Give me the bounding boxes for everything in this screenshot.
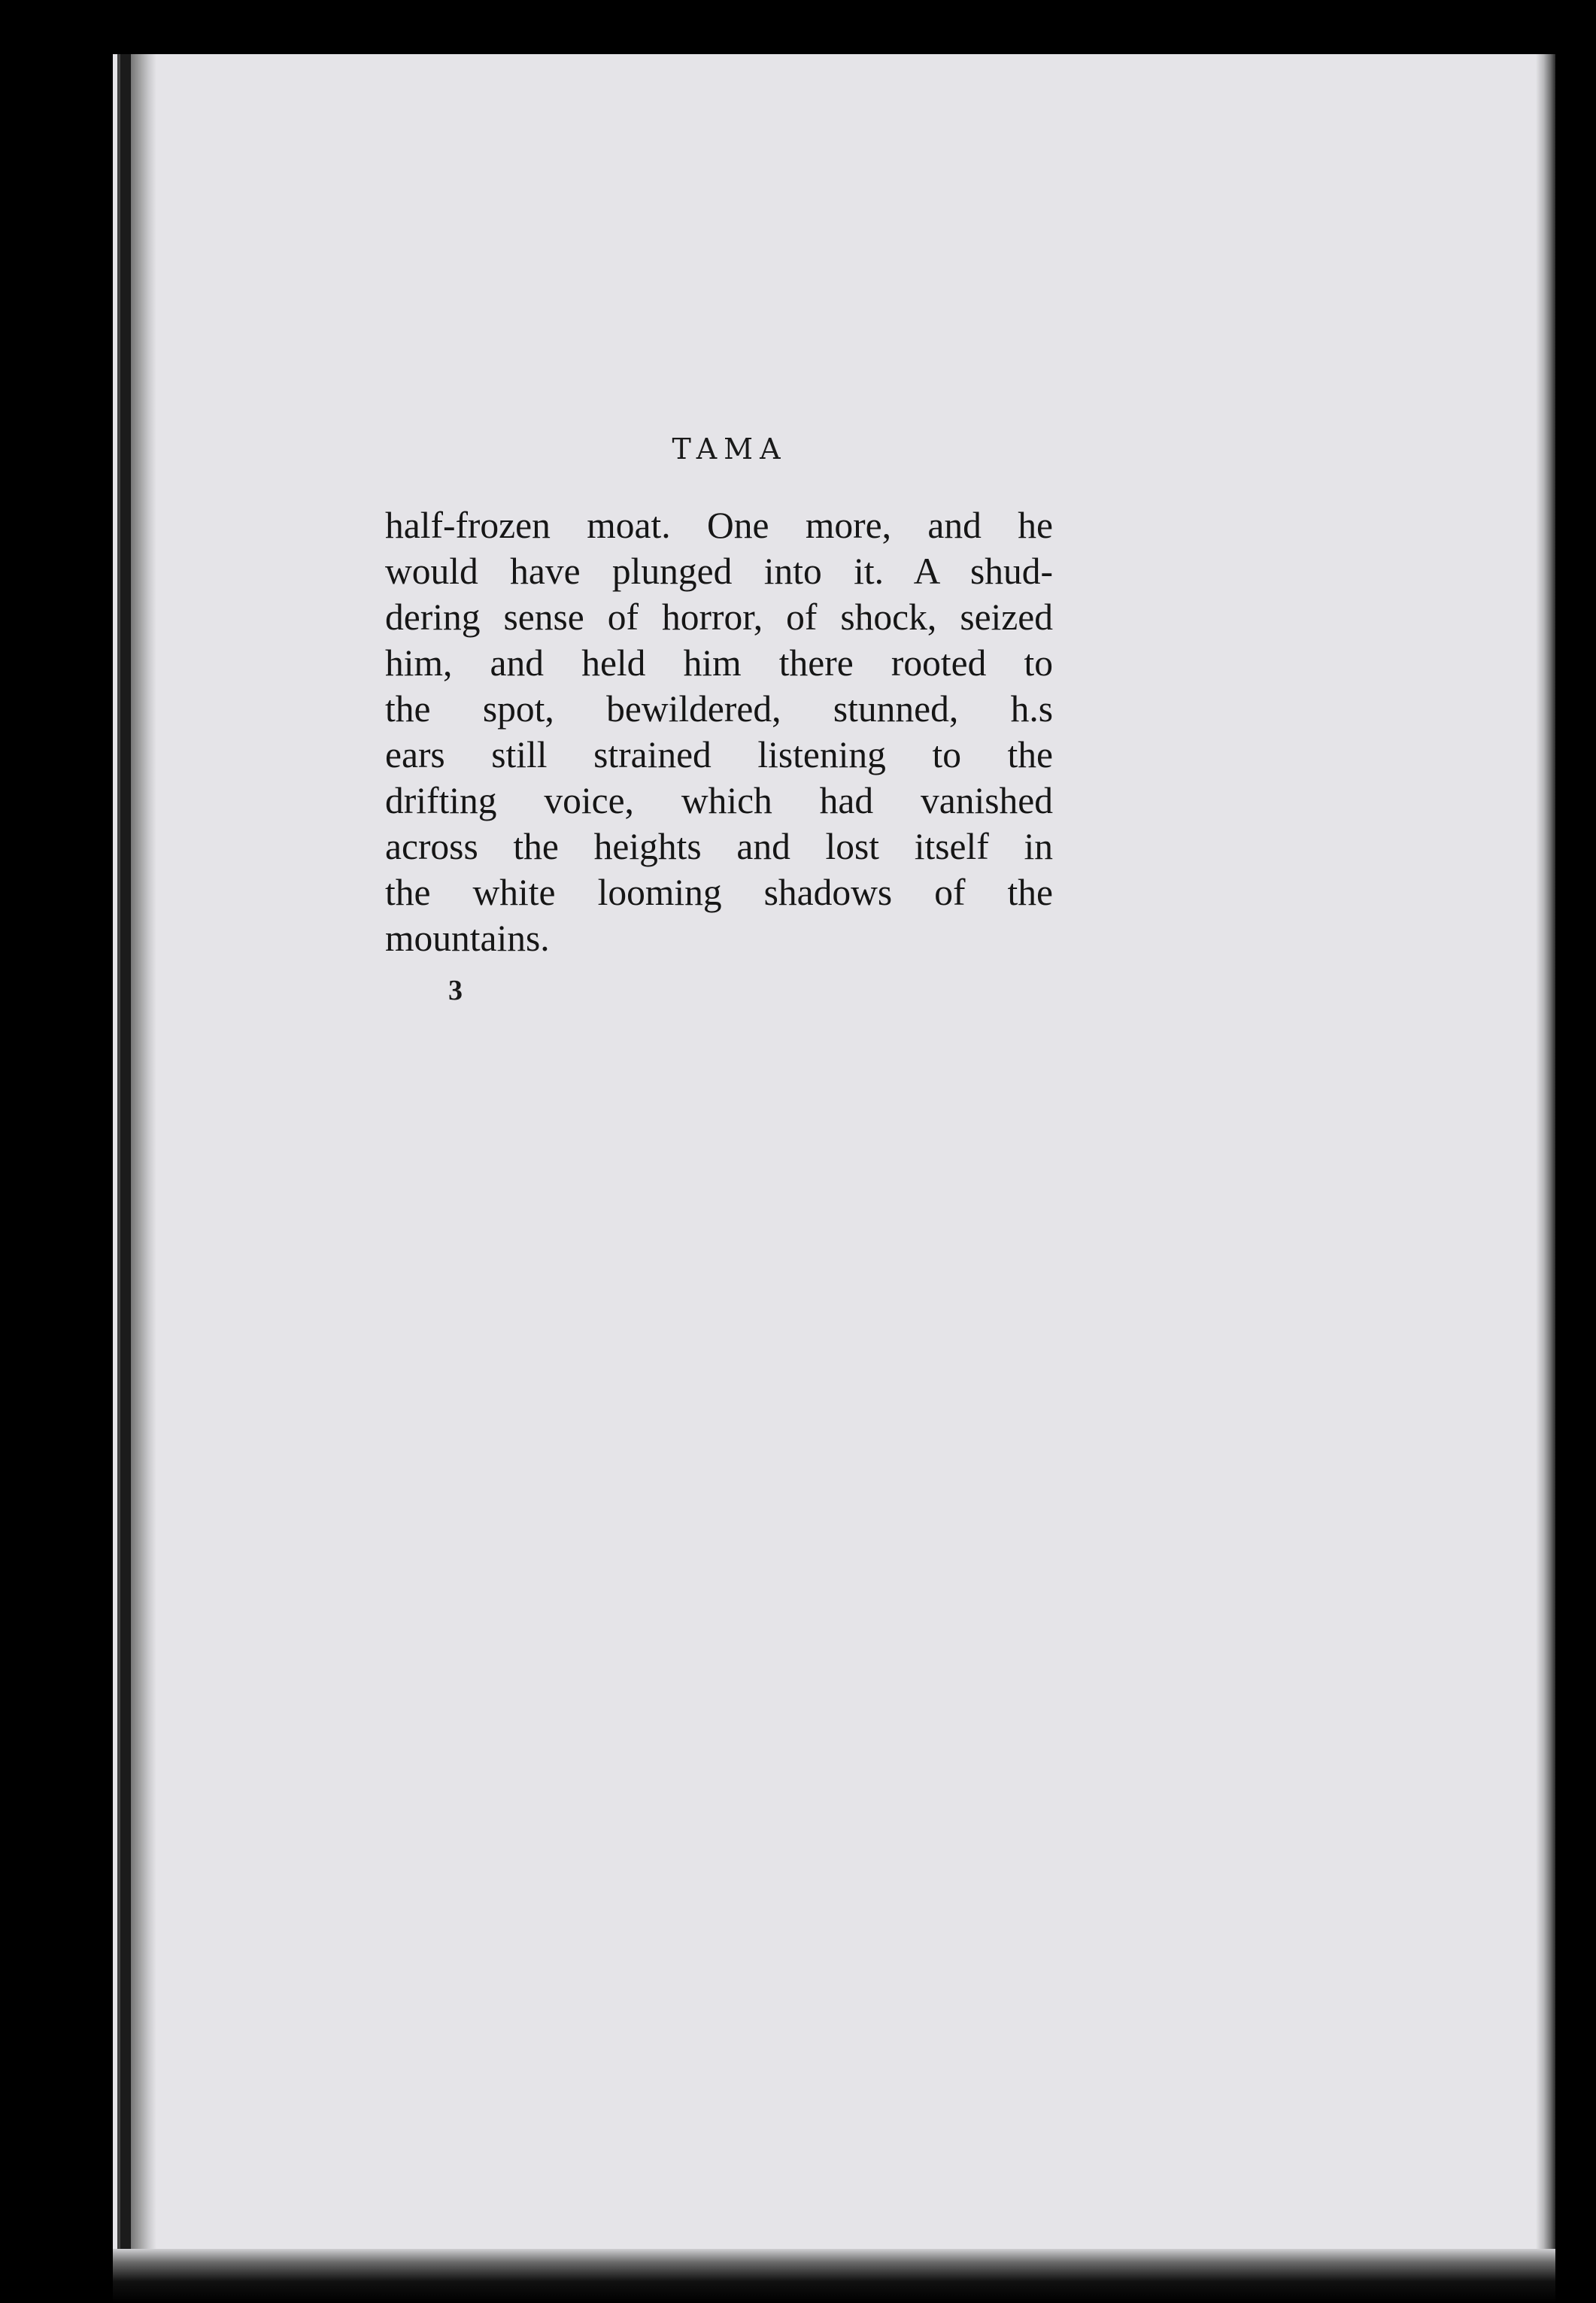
book-gutter-edge — [120, 54, 131, 2258]
page-right-edge — [1536, 54, 1555, 2258]
text-line: him, and held him there rooted to — [385, 642, 1053, 684]
text-line: mountains. — [385, 918, 550, 959]
text-line: ears still strained listening to the — [385, 734, 1053, 775]
text-line: across the heights and lost itself in — [385, 826, 1053, 867]
body-text — [385, 502, 1053, 961]
page-bottom-edge — [113, 2249, 1555, 2303]
signature-mark: 3 — [448, 975, 463, 1006]
text-line: the spot, bewildered, stunned, h.s — [385, 688, 1053, 730]
text-line: drifting voice, which had vanished — [385, 780, 1053, 821]
text-line: dering sense of horror, of shock, seized — [385, 596, 1053, 638]
text-line: half-frozen moat. One more, and he — [385, 505, 1053, 546]
running-head: TAMA — [672, 432, 787, 466]
text-line: would have plunged into it. A shud- — [385, 551, 1053, 592]
text-line: the white looming shadows of the — [385, 872, 1053, 913]
paper-page — [113, 54, 1549, 2258]
